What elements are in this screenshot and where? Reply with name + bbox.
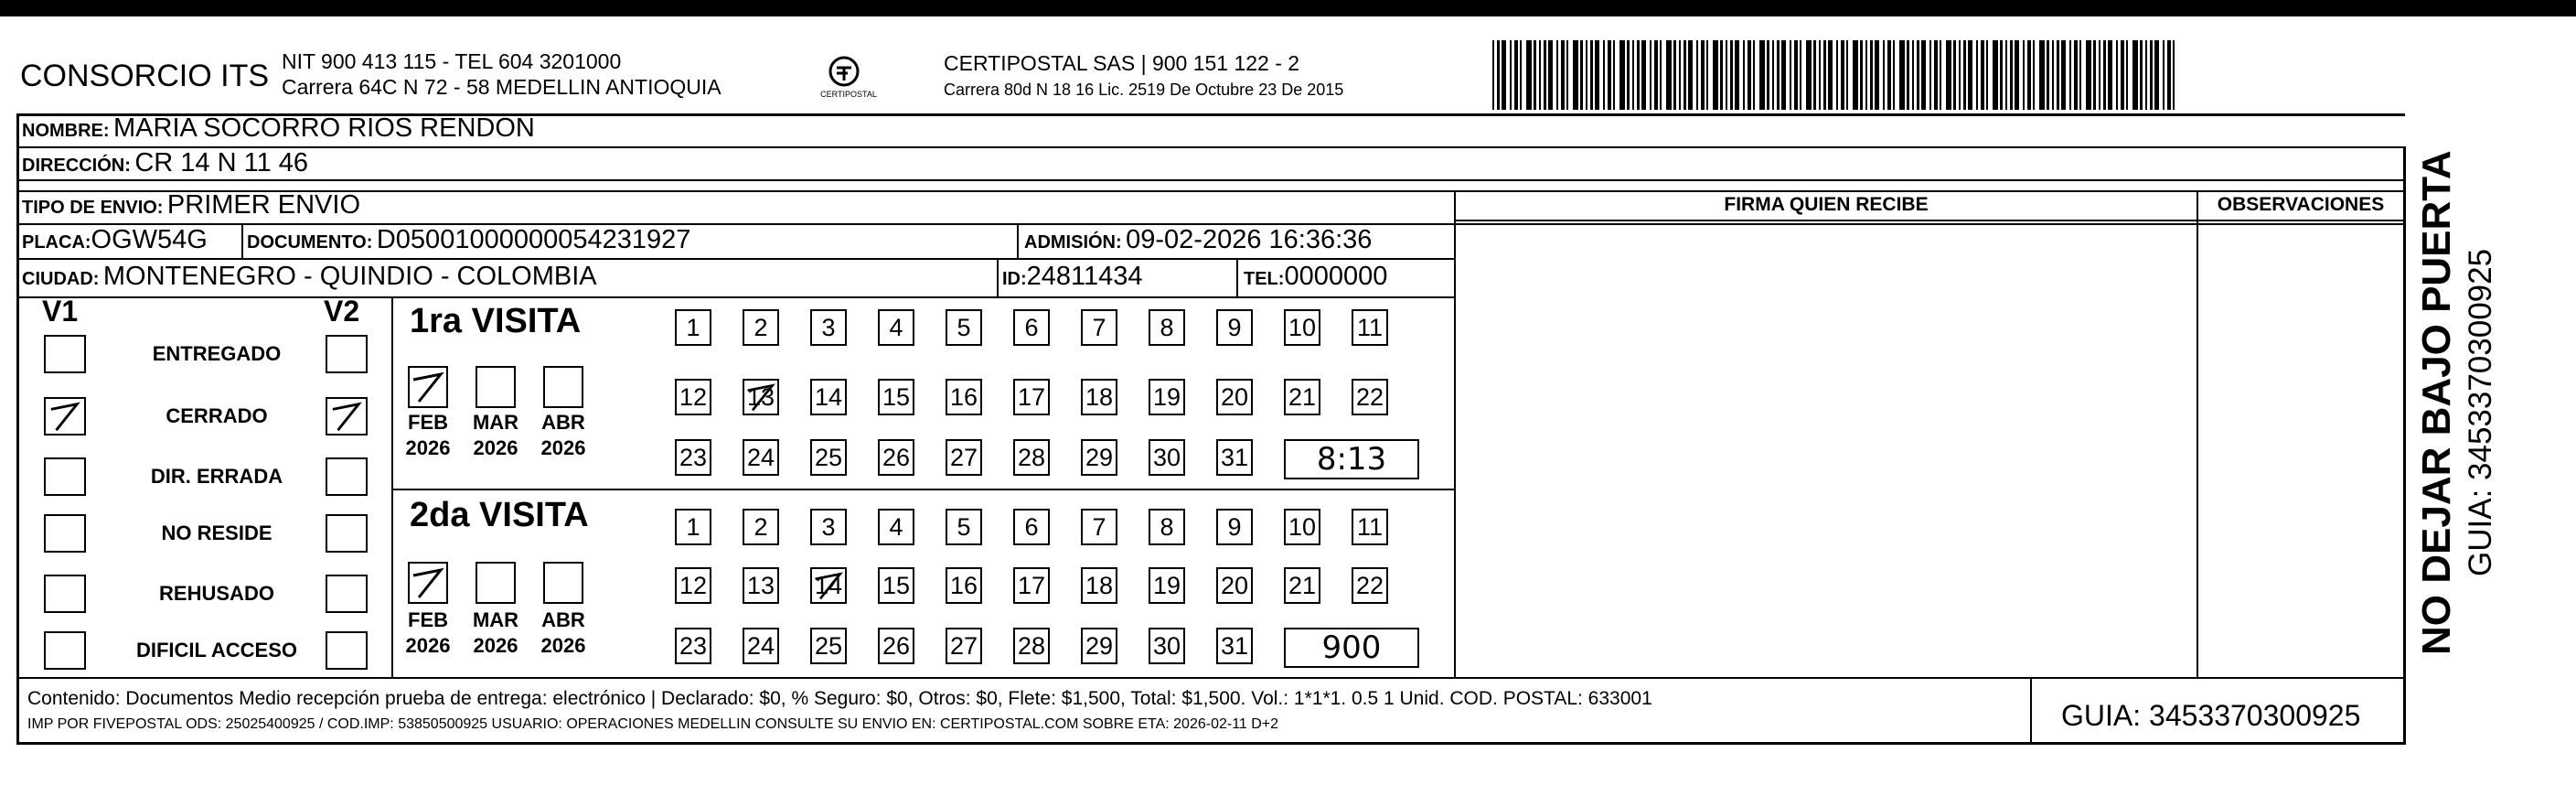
id-label: ID: bbox=[1002, 269, 1027, 289]
side-warning: NO DEJAR BAJO PUERTA bbox=[2414, 150, 2459, 655]
day-box[interactable]: 12 bbox=[675, 379, 711, 415]
day-box[interactable]: 14 bbox=[810, 379, 847, 415]
month-checkbox[interactable] bbox=[476, 366, 516, 408]
barcode-bar bbox=[1492, 40, 1494, 110]
company-address: Carrera 64C N 72 - 58 MEDELLIN ANTIOQUIA bbox=[282, 75, 721, 99]
day-box[interactable]: 3 bbox=[810, 509, 847, 545]
barcode-bar bbox=[2000, 40, 2003, 110]
day-box[interactable]: 5 bbox=[946, 309, 982, 346]
barcode-bar bbox=[1603, 40, 1605, 110]
tipo-label: TIPO DE ENVIO: bbox=[22, 198, 164, 218]
barcode-bar bbox=[1706, 40, 1708, 110]
field-tel bbox=[1244, 262, 1387, 292]
day-box[interactable]: 2 bbox=[743, 509, 779, 545]
barcode-bar bbox=[1846, 40, 1848, 110]
v1-header: V1 bbox=[42, 295, 79, 328]
barcode-bar bbox=[1660, 40, 1662, 110]
field-admision bbox=[1024, 225, 1372, 255]
month-year: 2026 bbox=[473, 436, 518, 459]
line-direccion bbox=[16, 179, 2405, 181]
day-box[interactable]: 14 bbox=[810, 567, 847, 604]
admision-value: 09-02-2026 16:36:36 bbox=[1126, 225, 1373, 254]
barcode-bar bbox=[2154, 40, 2159, 110]
tel-label: TEL: bbox=[1244, 269, 1285, 289]
barcode-bar bbox=[1613, 40, 1615, 110]
month-name: FEB bbox=[408, 608, 448, 631]
barcode-bar bbox=[1777, 40, 1780, 110]
barcode-bar bbox=[2167, 40, 2171, 110]
barcode-bar bbox=[2099, 40, 2100, 110]
barcode-bar bbox=[2074, 40, 2078, 110]
barcode-bar bbox=[2061, 40, 2066, 110]
check-mark-icon bbox=[46, 399, 84, 434]
day-box[interactable]: 8 bbox=[1149, 309, 1185, 346]
carrier-address: Carrera 80d N 18 16 Lic. 2519 De Octubre 23 De 2015 bbox=[944, 81, 1344, 99]
day-box[interactable]: 27 bbox=[946, 628, 982, 664]
day-box[interactable]: 11 bbox=[1352, 509, 1388, 545]
nombre-value: MARIA SOCORRO RIOS RENDON bbox=[113, 113, 535, 143]
v1-checkbox[interactable] bbox=[44, 457, 86, 496]
barcode-bar bbox=[1794, 40, 1798, 110]
month-name: MAR bbox=[472, 608, 519, 631]
barcode-bar bbox=[2023, 40, 2025, 110]
day-box[interactable]: 16 bbox=[946, 379, 982, 415]
divider-observaciones bbox=[2197, 190, 2198, 677]
month-checkbox[interactable] bbox=[543, 366, 583, 408]
barcode-bar bbox=[1701, 40, 1705, 110]
barcode-bar bbox=[1637, 40, 1640, 110]
barcode-bar bbox=[2093, 40, 2096, 110]
barcode-bar bbox=[1514, 40, 1518, 110]
barcode-bar bbox=[1580, 40, 1583, 110]
v1-checkbox[interactable] bbox=[44, 575, 86, 613]
barcode-bar bbox=[1841, 40, 1844, 110]
barcode-bar bbox=[2086, 40, 2091, 110]
barcode-bar bbox=[1595, 40, 1599, 110]
field-placa bbox=[22, 225, 208, 255]
barcode-bar bbox=[1632, 40, 1634, 110]
barcode-bar bbox=[1556, 40, 1558, 110]
line-sign-header bbox=[1454, 220, 2405, 221]
nombre-label: NOMBRE: bbox=[22, 121, 110, 141]
barcode-bar bbox=[1743, 40, 1745, 110]
barcode-bar bbox=[1544, 40, 1546, 110]
day-box[interactable]: 25 bbox=[810, 628, 847, 664]
divider-guia bbox=[2030, 677, 2032, 745]
v2-checkbox[interactable] bbox=[326, 514, 368, 553]
top-border bbox=[0, 0, 2576, 16]
barcode-bar bbox=[1887, 40, 1891, 110]
barcode-bar bbox=[1875, 40, 1879, 110]
footer-imp: IMP POR FIVEPOSTAL ODS: 25025400925 / COD.IMP: 53850500925 USUARIO: OPERACIONES MEDELLIN CONSULTE SU ENVIO EN: CERTIPOSTAL.COM SOBRE ETA: 2026-02-11 D+2 bbox=[27, 716, 1279, 732]
day-box[interactable]: 21 bbox=[1284, 567, 1320, 604]
barcode-bar bbox=[1502, 40, 1506, 110]
divider-firma bbox=[1454, 190, 1456, 677]
barcode-bar bbox=[1899, 40, 1905, 110]
barcode-bar bbox=[1963, 40, 1966, 110]
check-mark-icon bbox=[410, 564, 446, 602]
day-box[interactable]: 7 bbox=[1081, 509, 1117, 545]
month-label bbox=[468, 608, 523, 659]
month-name: MAR bbox=[472, 411, 519, 434]
divider-id bbox=[997, 258, 999, 296]
field-id bbox=[1002, 262, 1143, 292]
frame-left bbox=[16, 113, 19, 745]
barcode-bar bbox=[2126, 40, 2128, 110]
day-box[interactable]: 4 bbox=[878, 309, 914, 346]
barcode-bar bbox=[2033, 40, 2035, 110]
day-box[interactable]: 23 bbox=[675, 628, 711, 664]
day-box[interactable]: 2 bbox=[743, 309, 779, 346]
day-box[interactable]: 19 bbox=[1149, 379, 1185, 415]
day-box[interactable]: 31 bbox=[1216, 628, 1253, 664]
firma-header: FIRMA QUIEN RECIBE bbox=[1724, 194, 1929, 215]
frame-bottom bbox=[16, 742, 2405, 745]
status-label: DIFICIL ACCESO bbox=[135, 639, 297, 661]
direccion-label: DIRECCIÓN: bbox=[22, 156, 131, 176]
day-box[interactable]: 24 bbox=[743, 628, 779, 664]
day-box[interactable]: 24 bbox=[743, 439, 779, 476]
divider-placa bbox=[241, 223, 243, 258]
footer-guia: GUIA: 3453370300925 bbox=[2061, 699, 2361, 732]
barcode-bar bbox=[2150, 40, 2153, 110]
barcode bbox=[1492, 40, 2180, 110]
field-tipo bbox=[22, 190, 360, 220]
time-value: 900 bbox=[1321, 629, 1382, 666]
day-mark-icon bbox=[744, 381, 777, 414]
day-box[interactable]: 22 bbox=[1352, 567, 1388, 604]
barcode-bar bbox=[1539, 40, 1541, 110]
divider-admision bbox=[1017, 223, 1019, 258]
line-nombre bbox=[16, 146, 2405, 148]
day-box[interactable]: 3 bbox=[810, 309, 847, 346]
side-guia: GUIA: 3453370300925 bbox=[2463, 248, 2498, 576]
field-direccion bbox=[22, 148, 308, 178]
check-mark-icon bbox=[327, 399, 366, 434]
day-box[interactable]: 13 bbox=[743, 567, 779, 604]
day-box[interactable]: 9 bbox=[1216, 309, 1253, 346]
divider-tel bbox=[1236, 258, 1238, 296]
admision-label: ADMISIÓN: bbox=[1024, 232, 1122, 253]
barcode-bar bbox=[1940, 40, 1941, 110]
barcode-bar bbox=[1497, 40, 1500, 110]
barcode-bar bbox=[1860, 40, 1863, 110]
month-year: 2026 bbox=[405, 634, 451, 657]
day-box[interactable]: 6 bbox=[1013, 309, 1050, 346]
barcode-bar bbox=[1976, 40, 1978, 110]
status-label: CERRADO bbox=[166, 404, 268, 427]
divider-status bbox=[391, 296, 393, 677]
barcode-bar bbox=[1619, 40, 1625, 110]
day-box[interactable]: 12 bbox=[675, 567, 711, 604]
company-nit: NIT 900 413 115 - TEL 604 3201000 bbox=[282, 49, 622, 73]
day-box[interactable]: 30 bbox=[1149, 439, 1185, 476]
check-mark-icon bbox=[410, 368, 446, 406]
barcode-bar bbox=[1641, 40, 1646, 110]
divider-visits bbox=[391, 489, 1454, 490]
time-value: 8:13 bbox=[1316, 441, 1387, 478]
barcode-bar bbox=[1767, 40, 1769, 110]
v2-checkbox[interactable] bbox=[326, 335, 368, 373]
barcode-bar bbox=[1934, 40, 1938, 110]
barcode-bar bbox=[2052, 40, 2054, 110]
barcode-bar bbox=[1534, 40, 1536, 110]
barcode-bar bbox=[1720, 40, 1723, 110]
barcode-bar bbox=[1912, 40, 1914, 110]
visit-title: 1ra VISITA bbox=[410, 302, 582, 340]
day-box[interactable]: 27 bbox=[946, 439, 982, 476]
day-box[interactable]: 1 bbox=[675, 509, 711, 545]
month-label bbox=[536, 410, 591, 461]
v1-checkbox[interactable] bbox=[44, 631, 86, 670]
day-box[interactable]: 21 bbox=[1284, 379, 1320, 415]
company-name: CONSORCIO ITS bbox=[20, 59, 270, 93]
day-box[interactable]: 10 bbox=[1284, 509, 1320, 545]
v2-checkbox[interactable] bbox=[326, 575, 368, 613]
direccion-value: CR 14 N 11 46 bbox=[134, 148, 309, 177]
day-box[interactable]: 6 bbox=[1013, 509, 1050, 545]
day-box[interactable]: 1 bbox=[675, 309, 711, 346]
barcode-bar bbox=[1917, 40, 1919, 110]
day-box[interactable]: 15 bbox=[878, 379, 914, 415]
barcode-bar bbox=[2005, 40, 2007, 110]
barcode-bar bbox=[1608, 40, 1611, 110]
field-nombre bbox=[22, 113, 535, 144]
barcode-bar bbox=[1696, 40, 1698, 110]
barcode-bar bbox=[2047, 40, 2049, 110]
documento-value: D05001000000054231927 bbox=[376, 225, 691, 254]
day-box[interactable]: 10 bbox=[1284, 309, 1320, 346]
barcode-bar bbox=[1981, 40, 1984, 110]
barcode-bar bbox=[1836, 40, 1838, 110]
day-box[interactable]: 31 bbox=[1216, 439, 1253, 476]
day-box[interactable]: 30 bbox=[1149, 628, 1185, 664]
barcode-bar bbox=[1561, 40, 1565, 110]
footer-contenido: Contenido: Documentos Medio recepción prueba de entrega: electrónico | Declarado: $0, % Seguro: $0, Otros: $0, Flete: $1,500, Total: $1,500. Vol.: 1*1*1. 0.5 1 Unid. COD. POSTAL: 633001 bbox=[27, 688, 1652, 709]
barcode-bar bbox=[2132, 40, 2138, 110]
line-ciudad bbox=[16, 296, 1456, 298]
handwritten-time bbox=[1284, 628, 1419, 668]
day-box[interactable]: 22 bbox=[1352, 379, 1388, 415]
placa-value: OGW54G bbox=[91, 225, 208, 254]
barcode-bar bbox=[1526, 40, 1532, 110]
day-box[interactable]: 16 bbox=[946, 567, 982, 604]
barcode-bar bbox=[2140, 40, 2143, 110]
barcode-bar bbox=[1865, 40, 1867, 110]
barcode-bar bbox=[1753, 40, 1755, 110]
month-name: ABR bbox=[541, 411, 585, 434]
barcode-bar bbox=[1986, 40, 1988, 110]
month-label bbox=[536, 608, 591, 659]
barcode-bar bbox=[1590, 40, 1593, 110]
barcode-bar bbox=[1883, 40, 1885, 110]
barcode-bar bbox=[1946, 40, 1951, 110]
barcode-bar bbox=[1730, 40, 1733, 110]
day-box[interactable]: 8 bbox=[1149, 509, 1185, 545]
barcode-bar bbox=[1679, 40, 1681, 110]
barcode-bar bbox=[1683, 40, 1686, 110]
barcode-bar bbox=[2015, 40, 2019, 110]
line-footer bbox=[16, 677, 2405, 679]
month-year: 2026 bbox=[540, 634, 586, 657]
day-mark-icon bbox=[812, 569, 845, 602]
barcode-bar bbox=[1586, 40, 1587, 110]
day-box[interactable]: 17 bbox=[1013, 379, 1050, 415]
barcode-bar bbox=[2079, 40, 2081, 110]
month-label bbox=[468, 410, 523, 461]
barcode-bar bbox=[1929, 40, 1931, 110]
barcode-bar bbox=[1790, 40, 1791, 110]
day-box[interactable]: 23 bbox=[675, 439, 711, 476]
carrier-line: CERTIPOSTAL SAS | 900 151 122 - 2 bbox=[944, 51, 1300, 75]
v2-checkbox[interactable] bbox=[326, 397, 368, 436]
month-checkbox[interactable] bbox=[408, 562, 448, 604]
barcode-bar bbox=[1893, 40, 1895, 110]
day-box[interactable]: 15 bbox=[878, 567, 914, 604]
day-box[interactable]: 29 bbox=[1081, 628, 1117, 664]
day-box[interactable]: 20 bbox=[1216, 379, 1253, 415]
barcode-bar bbox=[1650, 40, 1651, 110]
visit-title: 2da VISITA bbox=[410, 496, 589, 534]
ciudad-label: CIUDAD: bbox=[22, 269, 100, 289]
day-box[interactable]: 7 bbox=[1081, 309, 1117, 346]
barcode-bar bbox=[1968, 40, 1972, 110]
barcode-bar bbox=[2173, 40, 2175, 110]
barcode-bar bbox=[1781, 40, 1786, 110]
v2-checkbox[interactable] bbox=[326, 631, 368, 670]
day-box[interactable]: 18 bbox=[1081, 379, 1117, 415]
line-direccion-2 bbox=[16, 190, 2405, 192]
barcode-bar bbox=[2116, 40, 2118, 110]
barcode-bar bbox=[1666, 40, 1672, 110]
day-box[interactable]: 5 bbox=[946, 509, 982, 545]
day-box[interactable]: 13 bbox=[743, 379, 779, 415]
month-year: 2026 bbox=[405, 436, 451, 459]
barcode-bar bbox=[2145, 40, 2147, 110]
logo-text: CERTIPOSTAL bbox=[820, 90, 877, 99]
v1-checkbox[interactable] bbox=[44, 335, 86, 373]
barcode-bar bbox=[1673, 40, 1676, 110]
status-label: ENTREGADO bbox=[152, 342, 282, 365]
barcode-bar bbox=[1921, 40, 1926, 110]
month-name: FEB bbox=[408, 411, 448, 434]
v2-header: V2 bbox=[324, 295, 360, 328]
month-label bbox=[401, 608, 455, 659]
barcode-bar bbox=[2057, 40, 2059, 110]
barcode-bar bbox=[1548, 40, 1553, 110]
day-box[interactable]: 25 bbox=[810, 439, 847, 476]
barcode-bar bbox=[2010, 40, 2013, 110]
day-box[interactable]: 4 bbox=[878, 509, 914, 545]
barcode-bar bbox=[1806, 40, 1812, 110]
barcode-bar bbox=[1853, 40, 1858, 110]
tel-value: 0000000 bbox=[1284, 262, 1388, 291]
barcode-bar bbox=[2163, 40, 2164, 110]
observaciones-header: OBSERVACIONES bbox=[2217, 194, 2385, 215]
barcode-bar bbox=[2121, 40, 2124, 110]
barcode-bar bbox=[1510, 40, 1512, 110]
month-checkbox[interactable] bbox=[408, 366, 448, 408]
barcode-bar bbox=[2108, 40, 2112, 110]
day-box[interactable]: 20 bbox=[1216, 567, 1253, 604]
day-box[interactable]: 9 bbox=[1216, 509, 1253, 545]
day-box[interactable]: 28 bbox=[1013, 439, 1050, 476]
month-checkbox[interactable] bbox=[543, 562, 583, 604]
barcode-bar bbox=[1813, 40, 1816, 110]
day-box[interactable]: 28 bbox=[1013, 628, 1050, 664]
barcode-bar bbox=[2103, 40, 2106, 110]
v1-checkbox[interactable] bbox=[44, 514, 86, 553]
month-checkbox[interactable] bbox=[476, 562, 516, 604]
field-documento bbox=[247, 225, 690, 255]
barcode-bar bbox=[1566, 40, 1568, 110]
barcode-bar bbox=[1654, 40, 1658, 110]
barcode-bar bbox=[1688, 40, 1693, 110]
barcode-bar bbox=[1993, 40, 1998, 110]
barcode-bar bbox=[1520, 40, 1522, 110]
barcode-bar bbox=[1726, 40, 1727, 110]
barcode-bar bbox=[1959, 40, 1961, 110]
barcode-bar bbox=[1748, 40, 1751, 110]
barcode-bar bbox=[1953, 40, 1956, 110]
barcode-bar bbox=[1800, 40, 1801, 110]
day-box[interactable]: 11 bbox=[1352, 309, 1388, 346]
barcode-bar bbox=[1713, 40, 1718, 110]
barcode-bar bbox=[1819, 40, 1821, 110]
id-value: 24811434 bbox=[1026, 262, 1143, 291]
status-label: NO RESIDE bbox=[161, 522, 273, 544]
status-label: DIR. ERRADA bbox=[150, 465, 283, 488]
field-ciudad bbox=[22, 262, 597, 292]
barcode-bar bbox=[1907, 40, 1909, 110]
barcode-bar bbox=[1735, 40, 1739, 110]
ciudad-value: MONTENEGRO - QUINDIO - COLOMBIA bbox=[102, 262, 597, 291]
barcode-bar bbox=[2069, 40, 2071, 110]
barcode-bar bbox=[1627, 40, 1630, 110]
v1-checkbox[interactable] bbox=[44, 397, 86, 436]
day-box[interactable]: 26 bbox=[878, 628, 914, 664]
day-box[interactable]: 26 bbox=[878, 439, 914, 476]
day-box[interactable]: 18 bbox=[1081, 567, 1117, 604]
documento-label: DOCUMENTO: bbox=[247, 232, 373, 253]
month-name: ABR bbox=[541, 608, 585, 631]
day-box[interactable]: 29 bbox=[1081, 439, 1117, 476]
placa-label: PLACA: bbox=[22, 232, 91, 253]
barcode-bar bbox=[1573, 40, 1578, 110]
barcode-bar bbox=[1772, 40, 1774, 110]
barcode-bar bbox=[1759, 40, 1765, 110]
barcode-bar bbox=[1828, 40, 1833, 110]
frame-right bbox=[2403, 146, 2406, 745]
month-year: 2026 bbox=[473, 634, 518, 657]
barcode-bar bbox=[1823, 40, 1826, 110]
barcode-bar bbox=[1870, 40, 1873, 110]
barcode-bar bbox=[2027, 40, 2031, 110]
tipo-value: PRIMER ENVIO bbox=[166, 190, 361, 220]
month-label bbox=[401, 410, 455, 461]
v2-checkbox[interactable] bbox=[326, 457, 368, 496]
day-box[interactable]: 19 bbox=[1149, 567, 1185, 604]
barcode-bar bbox=[2039, 40, 2045, 110]
handwritten-time bbox=[1284, 439, 1419, 479]
status-label: REHUSADO bbox=[159, 582, 274, 605]
month-year: 2026 bbox=[540, 436, 586, 459]
day-box[interactable]: 17 bbox=[1013, 567, 1050, 604]
line-placa bbox=[16, 258, 1456, 260]
